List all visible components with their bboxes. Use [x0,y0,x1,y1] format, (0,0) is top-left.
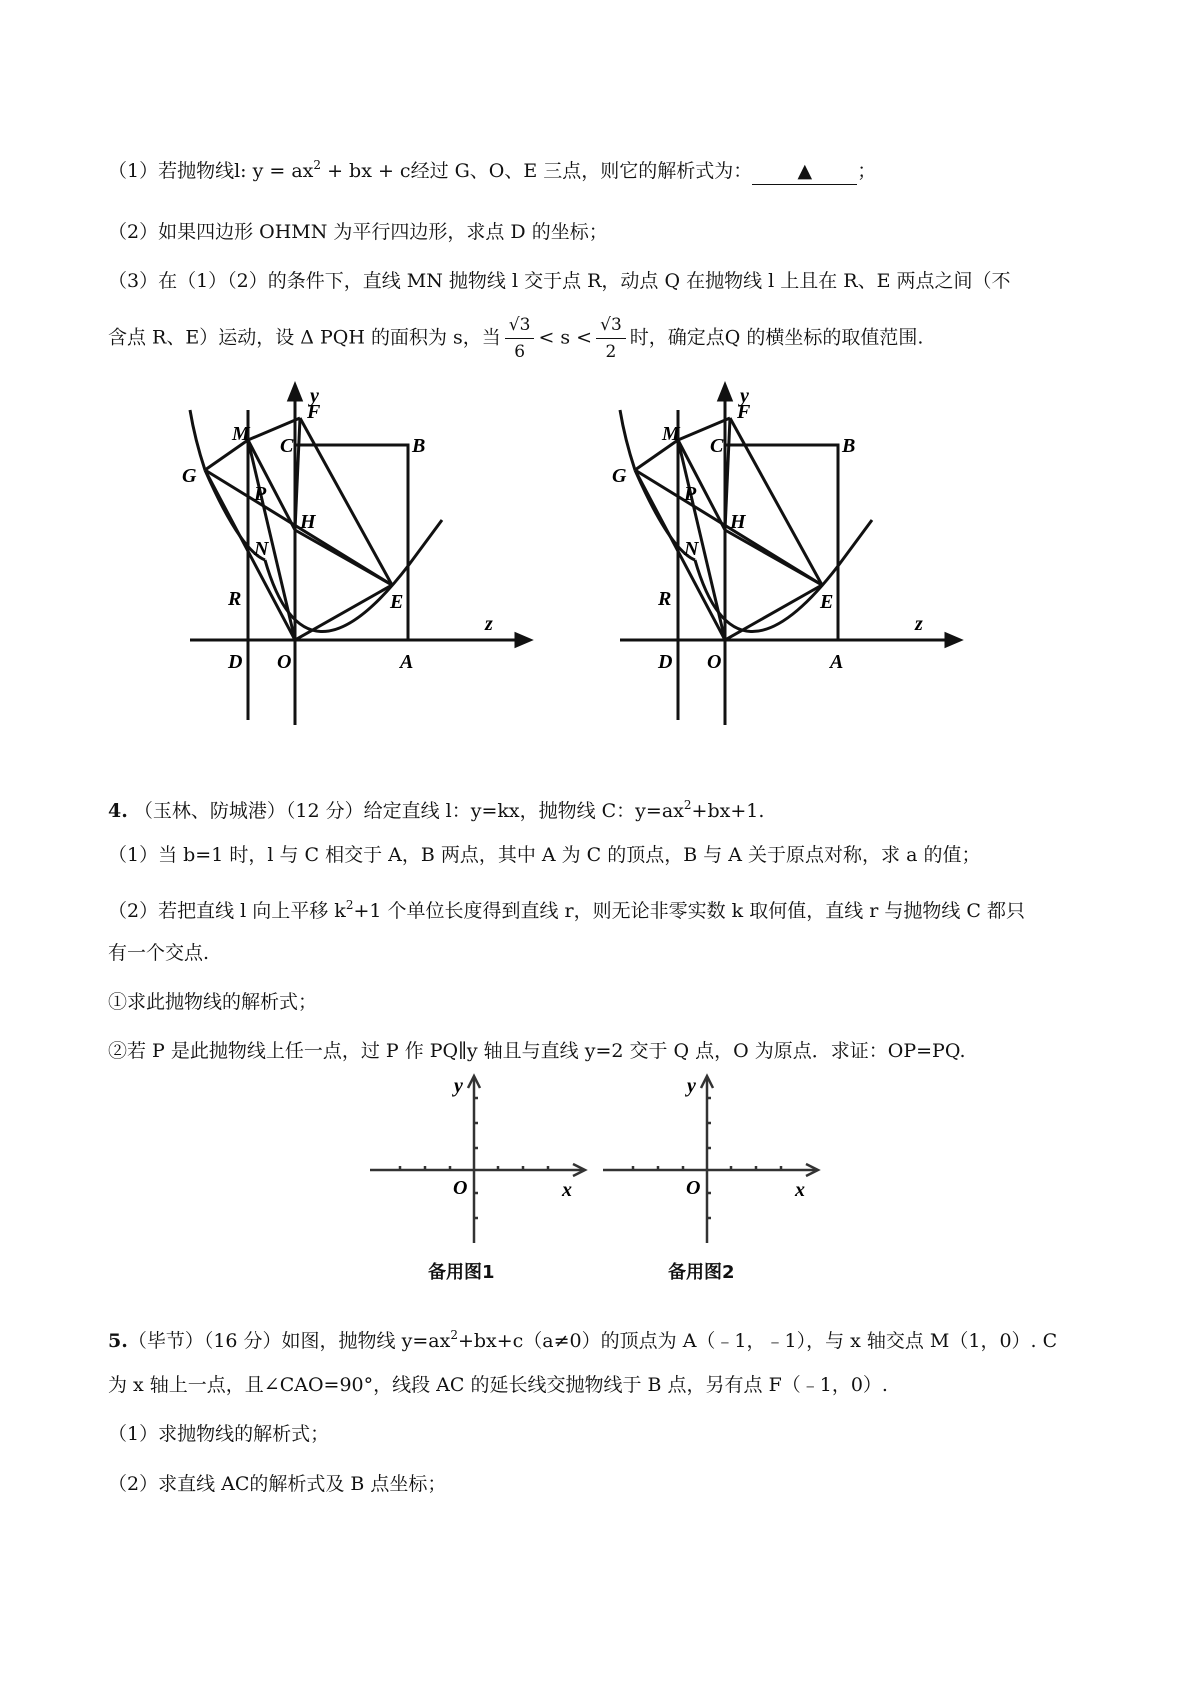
q3-part3-line1: （3）在（1）（2）的条件下，直线 MN 抛物线 l 交于点 R，动点 Q 在抛物线 l 上且在 R、E 两点之间（不 [108,270,1011,292]
label-x: z [915,613,923,635]
label-O: O [707,651,722,673]
label-M: M [662,423,680,445]
label-O: O [277,651,292,673]
label-B: B [412,435,426,457]
fraction-sqrt3-over-6: $\frac{√3}{6}$ [505,312,535,365]
label-R: R [228,588,242,610]
label-B: B [842,435,856,457]
q3-part2: （2）如果四边形 OHMN 为平行四边形，求点 D 的坐标； [108,221,608,243]
label-E: E [390,591,404,613]
q3-part3-line2: 含点 R、E）运动，设 Δ PQH 的面积为 s，当 $\frac{√3}{6}$ < s < $\frac{√3}{2}$ 时，确定点Q 的横坐标的取值范围. [108,312,923,365]
label-D: D [228,651,243,673]
label-y: y [740,385,749,407]
spare2-label-origin: O [686,1177,701,1199]
label-N: N [684,538,699,560]
label-F: F [737,401,751,423]
label-D: D [658,651,673,673]
spare-figure-2 [603,1068,823,1248]
q3-figure-left [180,370,560,730]
label-C: C [710,435,724,457]
label-P: P [684,483,697,505]
q5-line1: 5.（毕节）（16 分）如图，抛物线 $y=ax^2+bx+c(a\ne 0)$的顶点为 A（﹣1，﹣1），与 x 轴交点 M（1，0）. C [108,1328,1058,1352]
spare-figure-1-caption: 备用图1 [428,1262,495,1283]
label-E: E [820,591,834,613]
label-H: H [730,511,746,533]
q5-line2: 为 x 轴上一点，且∠CAO=90°，线段 AC 的延长线交抛物线于 B 点，另有点 F（﹣1，0）. [108,1374,888,1396]
spare2-label-x: x [795,1179,805,1201]
q4-sub1: ①求此抛物线的解析式； [108,991,318,1013]
label-x: z [485,613,493,635]
spare1-label-y: y [454,1075,463,1097]
q4-part2-line2: 有一个交点. [108,942,210,964]
q4-sub2: ②若 P 是此抛物线上任一点，过 P 作 PQ∥y 轴且与直线 y=2 交于 Q 点，O 为原点．求证：OP=PQ. [108,1040,966,1062]
label-y: y [310,385,319,407]
label-C: C [280,435,294,457]
label-H: H [300,511,316,533]
q3-part1: （1）若抛物线l: $y = ax^2$ + bx + c经过 G、O、E 三点，则它的解析式为： ▲ ； [108,152,876,185]
label-N: N [254,538,269,560]
answer-blank: ▲ [752,158,857,185]
label-A: A [830,651,844,673]
q3-figure-right [610,370,990,730]
label-M: M [232,423,250,445]
label-F: F [307,401,321,423]
q4-part2-line1: （2）若把直线 l 向上平移 $k^2+1$ 个单位长度得到直线 r，则无论非零实数 k 取何值，直线 r 与抛物线 C 都只 [108,898,1025,922]
q5-part2: （2）求直线 AC的解析式及 B 点坐标； [108,1473,447,1495]
label-G: G [612,465,627,487]
label-R: R [658,588,672,610]
spare-figure-2-caption: 备用图2 [668,1262,735,1283]
label-A: A [400,651,414,673]
q5-part1: （1）求抛物线的解析式； [108,1423,330,1445]
q4-part1: （1）当 b=1 时，l 与 C 相交于 A，B 两点，其中 A 为 C 的顶点，B 与 A 关于原点对称，求 a 的值； [108,844,981,866]
fraction-sqrt3-over-2: $\frac{√3}{2}$ [596,312,626,365]
spare1-label-origin: O [453,1177,468,1199]
spare-figure-1 [370,1068,590,1248]
spare1-label-x: x [562,1179,572,1201]
spare2-label-y: y [687,1075,696,1097]
q4-title: 4. （玉林、防城港）（12 分）给定直线 l：y=kx，抛物线 C：$y=ax^2+bx+1$. [108,798,765,822]
label-P: P [254,483,267,505]
label-G: G [182,465,197,487]
